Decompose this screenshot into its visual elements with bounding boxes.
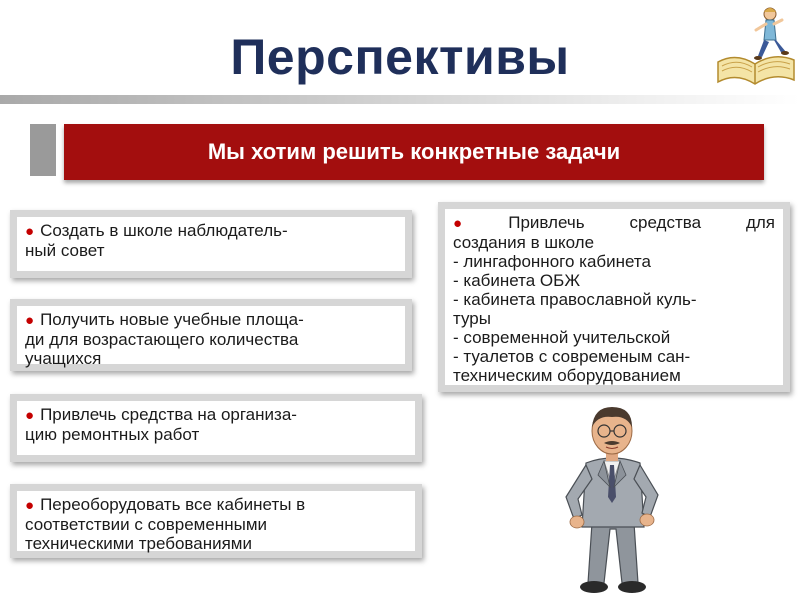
funding-card-line: - современной учительской bbox=[453, 328, 671, 347]
task-card-line: ● Переоборудовать все кабинеты в bbox=[25, 495, 306, 514]
banner-accent-bar bbox=[30, 124, 56, 176]
title-divider bbox=[0, 95, 800, 104]
task-card-1 bbox=[10, 210, 412, 278]
funding-card-line: туры bbox=[453, 309, 491, 328]
bullet-icon: ● bbox=[25, 497, 35, 514]
task-card-line: ● Получить новые учебные площа- bbox=[25, 310, 304, 329]
bullet-icon: ● bbox=[25, 223, 35, 240]
funding-card-line: - кабинета ОБЖ bbox=[453, 271, 581, 290]
task-card-line: соответствии с современными bbox=[25, 515, 268, 534]
funding-card-line: ● Привлечь средства для bbox=[453, 213, 775, 232]
reading-book-icon bbox=[712, 0, 798, 92]
funding-card-line: техническим оборудованием bbox=[453, 366, 681, 385]
funding-card-line: создания в школе bbox=[453, 233, 595, 252]
task-card-line: ● Создать в школе наблюдатель- bbox=[25, 221, 288, 240]
task-card-2 bbox=[10, 299, 412, 371]
funding-card bbox=[438, 202, 790, 392]
banner-text: Мы хотим решить конкретные задачи bbox=[207, 139, 621, 164]
funding-card-line: - лингафонного кабинета bbox=[453, 252, 651, 271]
goals-banner bbox=[64, 124, 764, 180]
task-card-4 bbox=[10, 484, 422, 558]
page-title: Перспективы bbox=[230, 29, 570, 85]
bullet-icon: ● bbox=[25, 407, 35, 424]
task-card-line: цию ремонтных работ bbox=[25, 425, 200, 444]
funding-card-line: - кабинета православной куль- bbox=[453, 290, 697, 309]
funding-card-line: - туалетов с современым сан- bbox=[453, 347, 691, 366]
task-card-line: ный совет bbox=[25, 241, 105, 260]
bullet-icon: ● bbox=[25, 312, 35, 329]
task-card-line: ● Привлечь средства на организа- bbox=[25, 405, 297, 424]
bullet-icon: ● bbox=[453, 215, 503, 232]
task-card-3 bbox=[10, 394, 422, 462]
presenter-man-illustration bbox=[552, 405, 672, 600]
task-card-line: учащихся bbox=[25, 349, 102, 368]
task-card-line: ди для возрастающего количества bbox=[25, 330, 299, 349]
task-card-line: техническими требованиями bbox=[25, 534, 252, 553]
